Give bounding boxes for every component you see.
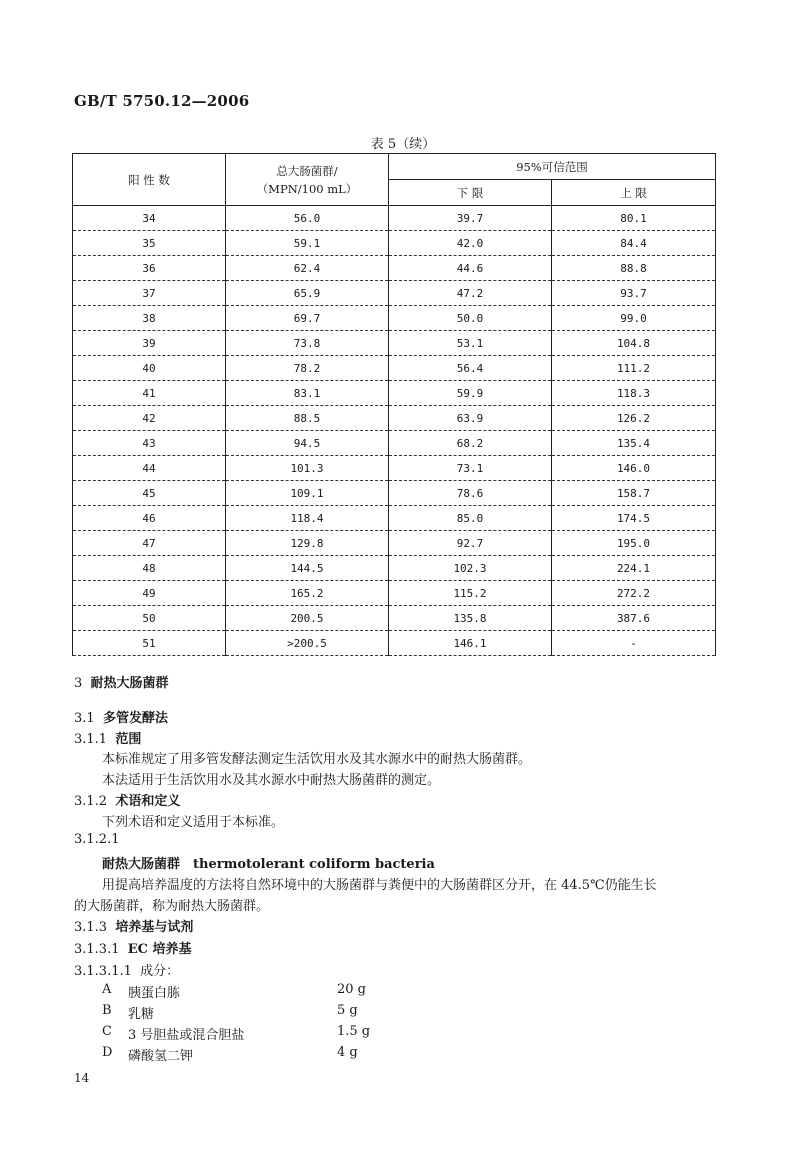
table-row [73,506,716,531]
cell-mpn: 73.8 [226,331,389,356]
cell-mpn: 78.2 [226,356,389,381]
cell-mpn: 94.5 [226,431,389,456]
cell-mpn: 69.7 [226,306,389,331]
cell-mpn: 83.1 [226,381,389,406]
table-row [73,581,716,606]
cell-upper-limit: 118.3 [552,381,716,406]
cell-lower-limit: 146.1 [389,631,552,656]
cell-mpn: 129.8 [226,531,389,556]
cell-mpn: 165.2 [226,581,389,606]
cell-upper-limit: 99.0 [552,306,716,331]
cell-mpn: 88.5 [226,406,389,431]
page-number: 14 [74,1071,90,1085]
cell-mpn: 109.1 [226,481,389,506]
cell-upper-limit: 93.7 [552,281,716,306]
paragraph-definition-line-2: 的大肠菌群，称为耐热大肠菌群。 [74,899,270,914]
cell-upper-limit: 135.4 [552,431,716,456]
cell-lower-limit: 47.2 [389,281,552,306]
cell-positive-tubes: 42 [73,406,226,431]
cell-lower-limit: 50.0 [389,306,552,331]
cell-positive-tubes: 48 [73,556,226,581]
cell-lower-limit: 85.0 [389,506,552,531]
table-row [73,606,716,631]
cell-upper-limit: - [552,631,716,656]
cell-positive-tubes: 38 [73,306,226,331]
cell-positive-tubes: 51 [73,631,226,656]
cell-positive-tubes: 43 [73,431,226,456]
header-upper-limit: 上 限 [552,180,716,206]
cell-positive-tubes: 49 [73,581,226,606]
cell-mpn: 62.4 [226,256,389,281]
mpn-table [72,153,716,656]
table-row [73,281,716,306]
section-3-1-3-heading: 3.1.3 培养基与试剂 [74,920,194,935]
table-row [73,431,716,456]
cell-upper-limit: 84.4 [552,231,716,256]
table-caption: 表 5（续） [370,137,436,152]
standard-code: GB/T 5750.12—2006 [74,92,250,110]
cell-positive-tubes: 45 [73,481,226,506]
ingredient-amount: 4 g [337,1045,358,1060]
cell-lower-limit: 135.8 [389,606,552,631]
cell-positive-tubes: 35 [73,231,226,256]
cell-lower-limit: 53.1 [389,331,552,356]
header-confidence-range: 95%可信范围 [389,154,716,180]
ingredient-letter: C [102,1024,112,1039]
paragraph-scope-1: 本标准规定了用多管发酵法测定生活饮用水及其水源水中的耐热大肠菌群。 [102,752,532,767]
section-3-1-3-1-1-heading: 3.1.3.1.1 成分： [74,964,180,979]
cell-upper-limit: 80.1 [552,206,716,231]
cell-lower-limit: 78.6 [389,481,552,506]
cell-lower-limit: 102.3 [389,556,552,581]
header-positive-tubes: 阳 性 数 [73,154,226,206]
cell-mpn: >200.5 [226,631,389,656]
ingredient-letter: D [102,1045,113,1060]
cell-positive-tubes: 39 [73,331,226,356]
table-row [73,331,716,356]
section-3-1-2-1-heading: 3.1.2.1 [74,832,120,847]
ingredient-name: 胰蛋白胨 [128,986,181,1001]
table-row [73,456,716,481]
cell-upper-limit: 224.1 [552,556,716,581]
header-lower-limit: 下 限 [389,180,552,206]
cell-positive-tubes: 46 [73,506,226,531]
paragraph-scope-2: 本法适用于生活饮用水及其水源水中耐热大肠菌群的测定。 [102,773,441,788]
table-row [73,206,716,231]
cell-lower-limit: 115.2 [389,581,552,606]
cell-positive-tubes: 50 [73,606,226,631]
cell-upper-limit: 387.6 [552,606,716,631]
cell-positive-tubes: 40 [73,356,226,381]
ingredient-name: 3 号胆盐或混合胆盐 [128,1028,245,1043]
cell-mpn: 144.5 [226,556,389,581]
cell-lower-limit: 73.1 [389,456,552,481]
cell-upper-limit: 174.5 [552,506,716,531]
cell-upper-limit: 146.0 [552,456,716,481]
table-row [73,631,716,656]
cell-upper-limit: 111.2 [552,356,716,381]
cell-mpn: 65.9 [226,281,389,306]
cell-positive-tubes: 36 [73,256,226,281]
cell-mpn: 200.5 [226,606,389,631]
section-3-1-heading: 3.1 多管发酵法 [74,711,168,726]
cell-lower-limit: 68.2 [389,431,552,456]
paragraph-terms: 下列术语和定义适用于本标准。 [102,815,285,830]
table-row [73,481,716,506]
table-row [73,256,716,281]
term-title: 耐热大肠菌群 thermotolerant coliform bacteria [102,857,435,872]
section-3-1-3-1-heading: 3.1.3.1 EC 培养基 [74,942,192,957]
ingredient-name: 乳糖 [128,1007,155,1022]
cell-lower-limit: 59.9 [389,381,552,406]
section-3-1-1-heading: 3.1.1 范围 [74,732,142,747]
ingredient-amount: 20 g [337,982,366,997]
table-row [73,531,716,556]
cell-upper-limit: 126.2 [552,406,716,431]
table-row [73,406,716,431]
cell-upper-limit: 88.8 [552,256,716,281]
cell-positive-tubes: 47 [73,531,226,556]
ingredient-amount: 5 g [337,1003,358,1018]
section-3-heading: 3 耐热大肠菌群 [74,676,169,691]
cell-lower-limit: 44.6 [389,256,552,281]
ingredient-name: 磷酸氢二钾 [128,1049,194,1064]
cell-mpn: 59.1 [226,231,389,256]
cell-mpn: 118.4 [226,506,389,531]
cell-lower-limit: 56.4 [389,356,552,381]
ingredient-amount: 1.5 g [337,1024,371,1039]
table-row [73,381,716,406]
paragraph-definition-line-1: 用提高培养温度的方法将自然环境中的大肠菌群与粪便中的大肠菌群区分开，在 44.5℃仍能生长 [102,878,657,893]
cell-positive-tubes: 37 [73,281,226,306]
cell-upper-limit: 272.2 [552,581,716,606]
cell-lower-limit: 39.7 [389,206,552,231]
cell-mpn: 56.0 [226,206,389,231]
table-row [73,231,716,256]
ingredient-letter: A [102,982,112,997]
table-row [73,356,716,381]
cell-lower-limit: 63.9 [389,406,552,431]
cell-upper-limit: 195.0 [552,531,716,556]
cell-lower-limit: 42.0 [389,231,552,256]
cell-positive-tubes: 34 [73,206,226,231]
cell-upper-limit: 104.8 [552,331,716,356]
cell-upper-limit: 158.7 [552,481,716,506]
header-total-coliform: 总大肠菌群/ （MPN/100 mL） [226,154,389,206]
cell-lower-limit: 92.7 [389,531,552,556]
section-3-1-2-heading: 3.1.2 术语和定义 [74,794,181,809]
table-row [73,306,716,331]
cell-mpn: 101.3 [226,456,389,481]
cell-positive-tubes: 44 [73,456,226,481]
cell-positive-tubes: 41 [73,381,226,406]
table-row [73,556,716,581]
ingredient-letter: B [102,1003,112,1018]
